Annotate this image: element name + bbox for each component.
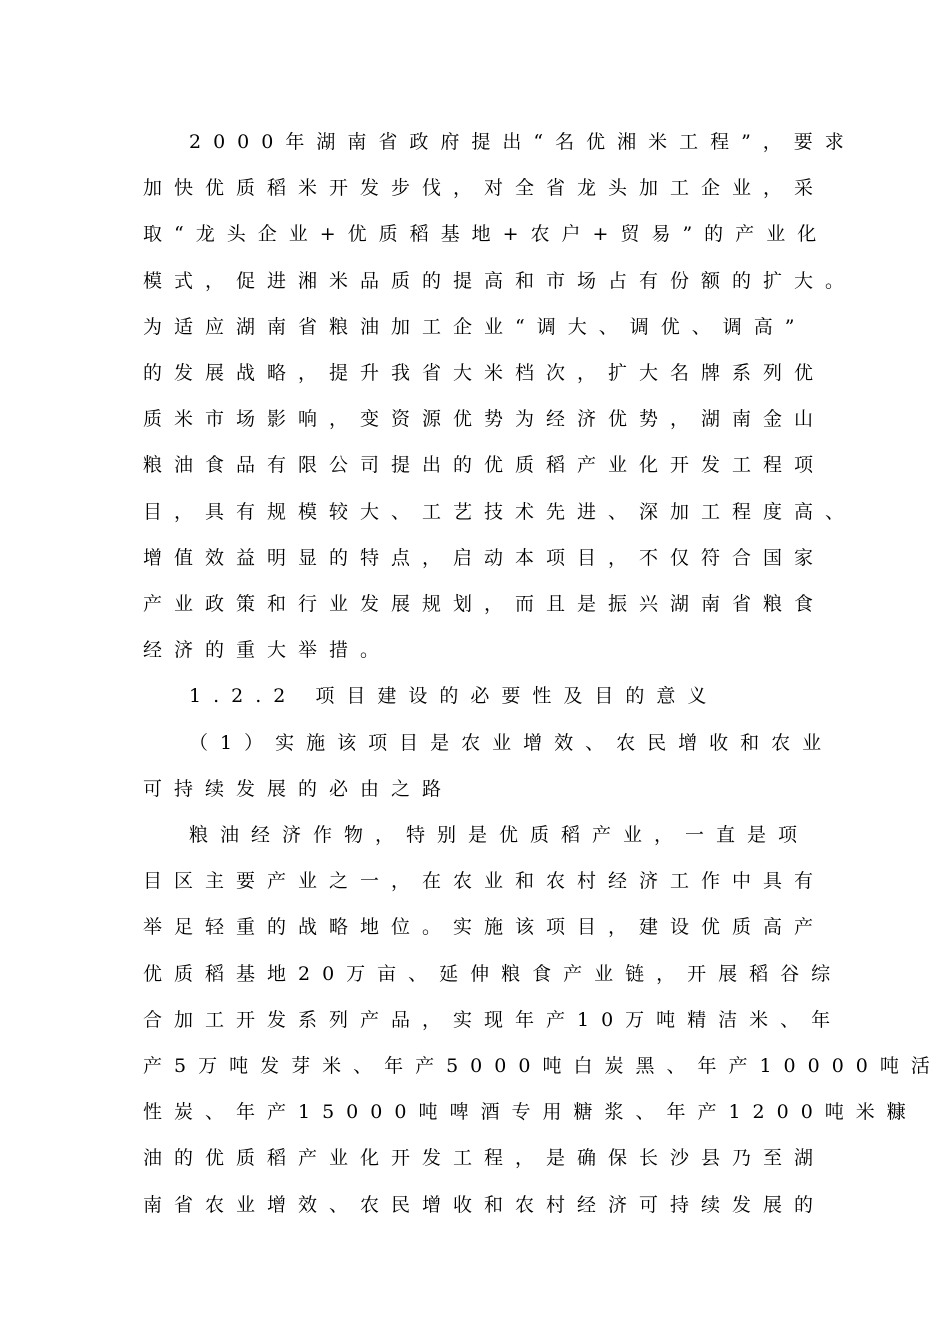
text-line: 目区主要产业之一，在农业和农村经济工作中具有	[143, 870, 826, 892]
text-line: 目，具有规模较大、工艺技术先进、深加工程度高、	[143, 501, 857, 523]
text-line: 南省农业增效、农民增收和农村经济可持续发展的	[143, 1194, 826, 1216]
text-line: 模式，促进湘米品质的提高和市场占有份额的扩大。	[143, 270, 857, 292]
text-line: 性炭、年产15000吨啤酒专用糖浆、年产1200吨米糠	[143, 1101, 918, 1123]
text-line: 质米市场影响，变资源优势为经济优势，湖南金山	[143, 408, 826, 430]
text-line: 举足轻重的战略地位。实施该项目，建设优质高产	[143, 916, 826, 938]
text-line: 产5万吨发芽米、年产5000吨白炭黑、年产10000吨活	[143, 1055, 942, 1077]
text-line: 合加工开发系列产品，实现年产10万吨精洁米、年	[143, 1009, 843, 1031]
subsection-heading: （1）实施该项目是农业增效、农民增收和农业	[189, 732, 834, 754]
text-line: 加快优质稻米开发步伐，对全省龙头加工企业，采	[143, 177, 826, 199]
text-line: 粮油经济作物，特别是优质稻产业，一直是项	[189, 824, 810, 846]
text-line: 粮油食品有限公司提出的优质稻产业化开发工程项	[143, 454, 826, 476]
text-line: 优质稻基地20万亩、延伸粮食产业链，开展稻谷综	[143, 963, 843, 985]
text-line: 取“龙头企业+优质稻基地+农户+贸易”的产业化	[143, 223, 829, 245]
text-line: 2000年湖南省政府提出“名优湘米工程”，要求	[189, 131, 856, 153]
text-line: 油的优质稻产业化开发工程，是确保长沙县乃至湖	[143, 1147, 826, 1169]
text-line: 经济的重大举措。	[143, 639, 392, 661]
subsection-heading-continued: 可持续发展的必由之路	[143, 778, 454, 800]
text-line: 的发展战略，提升我省大米档次，扩大名牌系列优	[143, 362, 826, 384]
text-line: 为适应湖南省粮油加工企业“调大、调优、调高”	[143, 316, 807, 338]
text-line: 产业政策和行业发展规划，而且是振兴湖南省粮食	[143, 593, 826, 615]
text-line: 增值效益明显的特点，启动本项目，不仅符合国家	[143, 547, 826, 569]
section-heading: 1.2.2 项目建设的必要性及目的意义	[189, 685, 719, 707]
